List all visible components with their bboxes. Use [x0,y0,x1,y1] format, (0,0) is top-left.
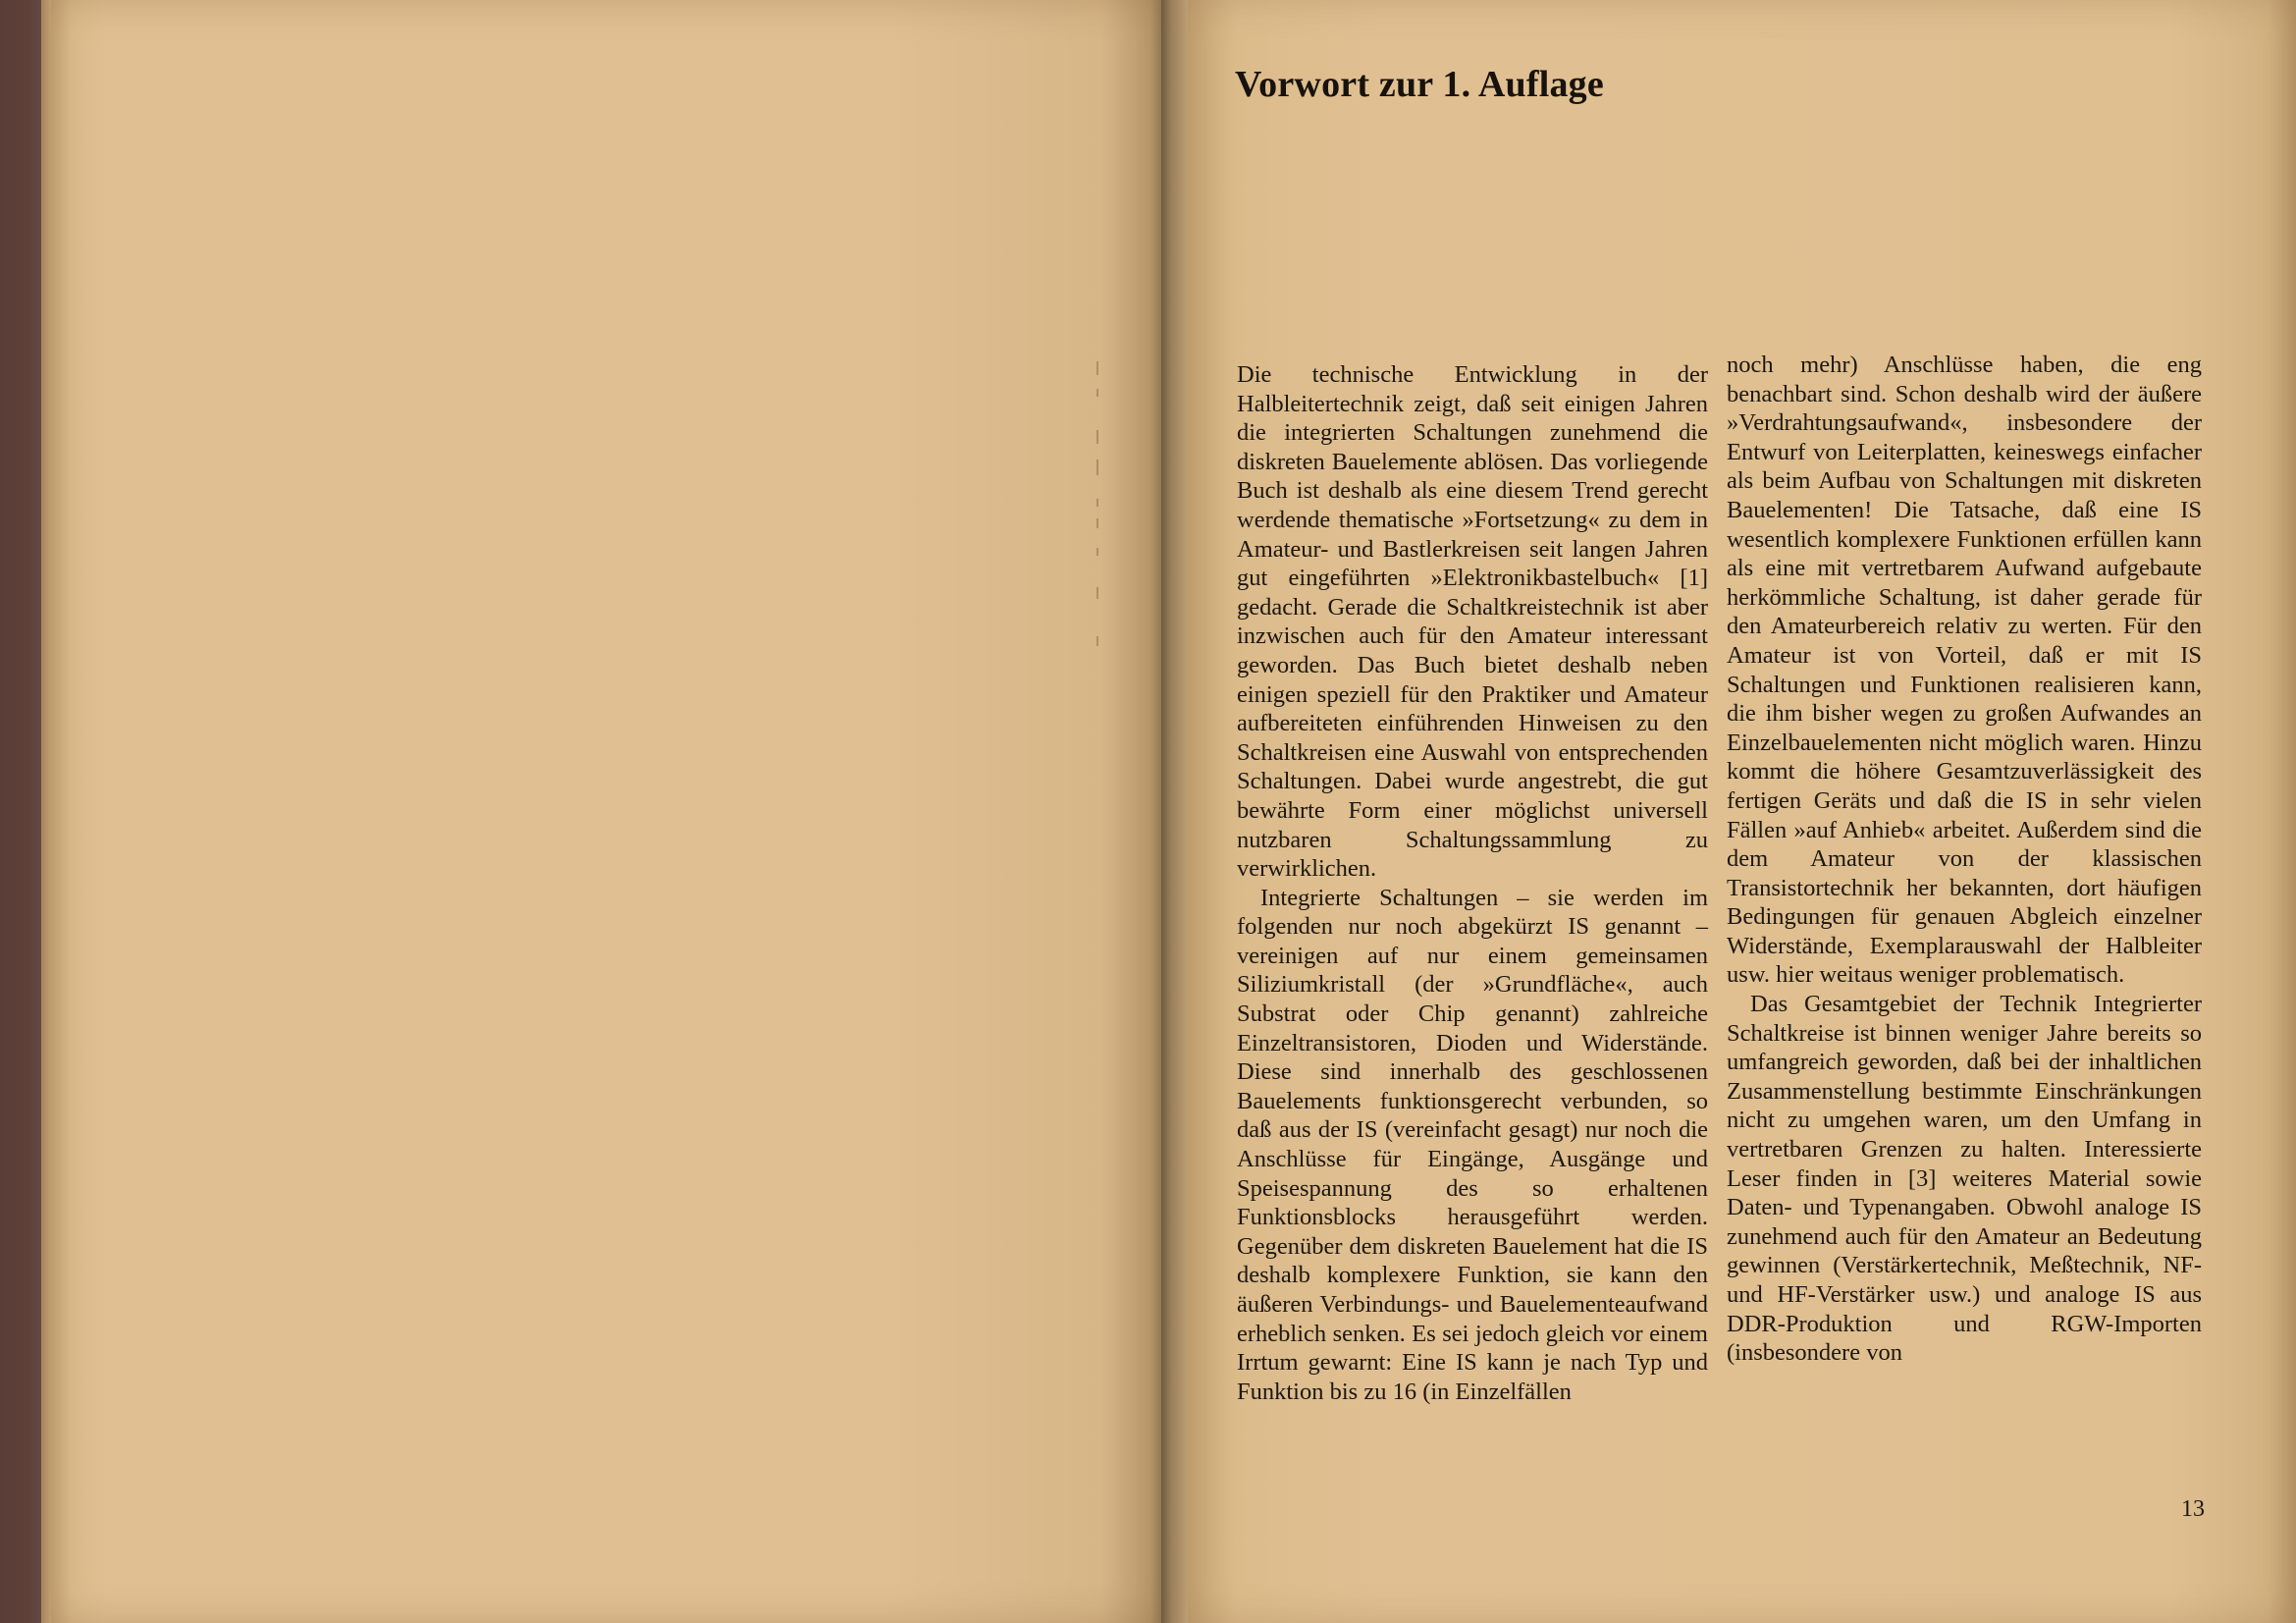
paragraph: Das Gesamtgebiet der Technik Integrierter Schaltkreise ist binnen weniger Jahre bereits so umfangreich geworden, daß bei der inhaltlichen Zusammenstellung bestimmte Einschränkungen nicht zu umgehen waren, um den Umfang in vertretbaren Grenzen zu halten. Interessierte Leser finden in [3] weiteres Material sowie Daten- und Typenangaben. Obwohl analoge IS zunehmend auch für den Amateur an Bedeutung gewinnen (Verstärkertechnik, Meßtechnik, NF- und HF-Verstärker usw.) und analoge IS aus DDR-Produktion und RGW-Importen (insbesondere von [1727,991,2202,1367]
bleed-mark [1096,587,1098,599]
bleed-mark [1096,499,1098,507]
bleed-mark [1096,518,1098,528]
bleed-mark [1096,361,1098,375]
page-title: Vorwort zur 1. Auflage [1235,64,1604,105]
bleed-mark [1096,636,1098,646]
bleed-mark [1096,430,1098,444]
paragraph: Die technische Entwicklung in der Halbleitertechnik zeigt, daß seit einigen Jahren die integrierten Schaltungen zunehmend die diskreten Bauelemente ablösen. Das vorliegende Buch ist deshalb als eine diesem Trend gerecht werdende thematische »Fortsetzung« zu dem in Amateur- und Bastlerkreisen seit langen Jahren gut eingeführten »Elektronikbastelbuch« [1] gedacht. Gerade die Schaltkreistechnik ist aber inzwischen auch für den Amateur interessant geworden. Das Buch bietet deshalb neben einigen speziell für den Praktiker und Amateur aufbereiteten einführenden Hinweisen zu den Schaltkreisen eine Auswahl von entsprechenden Schaltungen. Dabei wurde angestrebt, die gut bewährte Form einer möglichst universell nutzbaren Schaltungssammlung zu verwirklichen. [1237,361,1708,883]
left-page-blank [51,0,1165,1623]
bleed-through-marks [1096,361,1108,656]
text-column-left [1237,360,1708,1406]
bleed-mark [1096,389,1098,397]
page-number: 13 [2181,1496,2205,1522]
bleed-mark [1096,460,1098,475]
paragraph: noch mehr) Anschlüsse haben, die eng benachbart sind. Schon deshalb wird der äußere »Verdrahtungsaufwand«, insbesondere der Entwurf von Leiterplatten, keineswegs einfacher als beim Aufbau von Schaltungen mit diskreten Bauelementen! Die Tatsache, daß eine IS wesentlich komplexere Funktionen erfüllen kann als eine mit vertretbarem Aufwand aufgebaute herkömmliche Schaltung, ist daher gerade für den Amateurbereich relativ zu werten. Für den Amateur ist von Vorteil, daß er mit IS Schaltungen und Funktionen realisieren kann, die ihm bisher wegen zu großen Aufwandes an Einzelbauelementen nicht möglich waren. Hinzu kommt die höhere Gesamtzuverlässigkeit des fertigen Geräts und daß die IS in sehr vielen Fällen »auf Anhieb« arbeitet. Außerdem sind die dem Amateur von der klassischen Transistortechnik her bekannten, dort häufigen Bedingungen für genauen Abgleich einzelner Widerstände, Exemplarauswahl der Halbleiter usw. hier weitaus weniger problematisch. [1727,352,2202,989]
paragraph: Integrierte Schaltungen – sie werden im folgenden nur noch abgekürzt IS genannt – vereinigen auf nur einem gemeinsamen Siliziumkristall (der »Grundfläche«, auch Substrat oder Chip genannt) zahlreiche Einzeltransistoren, Dioden und Widerstände. Diese sind innerhalb des geschlossenen Bauelements funktionsgerecht verbunden, so daß aus der IS (vereinfacht gesagt) nur noch die Anschlüsse für Eingänge, Ausgänge und Speisespannung des so erhaltenen Funktionsblocks herausgeführt werden. Gegenüber dem diskreten Bauelement hat die IS deshalb komplexere Funktion, sie kann den äußeren Verbindungs- und Bauelementeaufwand erheblich senken. Es sei jedoch gleich vor einem Irrtum gewarnt: Eine IS kann je nach Typ und Funktion bis zu 16 (in Einzelfällen [1237,884,1708,1405]
book-gutter [1161,0,1191,1623]
bleed-mark [1096,548,1098,556]
text-column-right [1727,351,2202,1368]
